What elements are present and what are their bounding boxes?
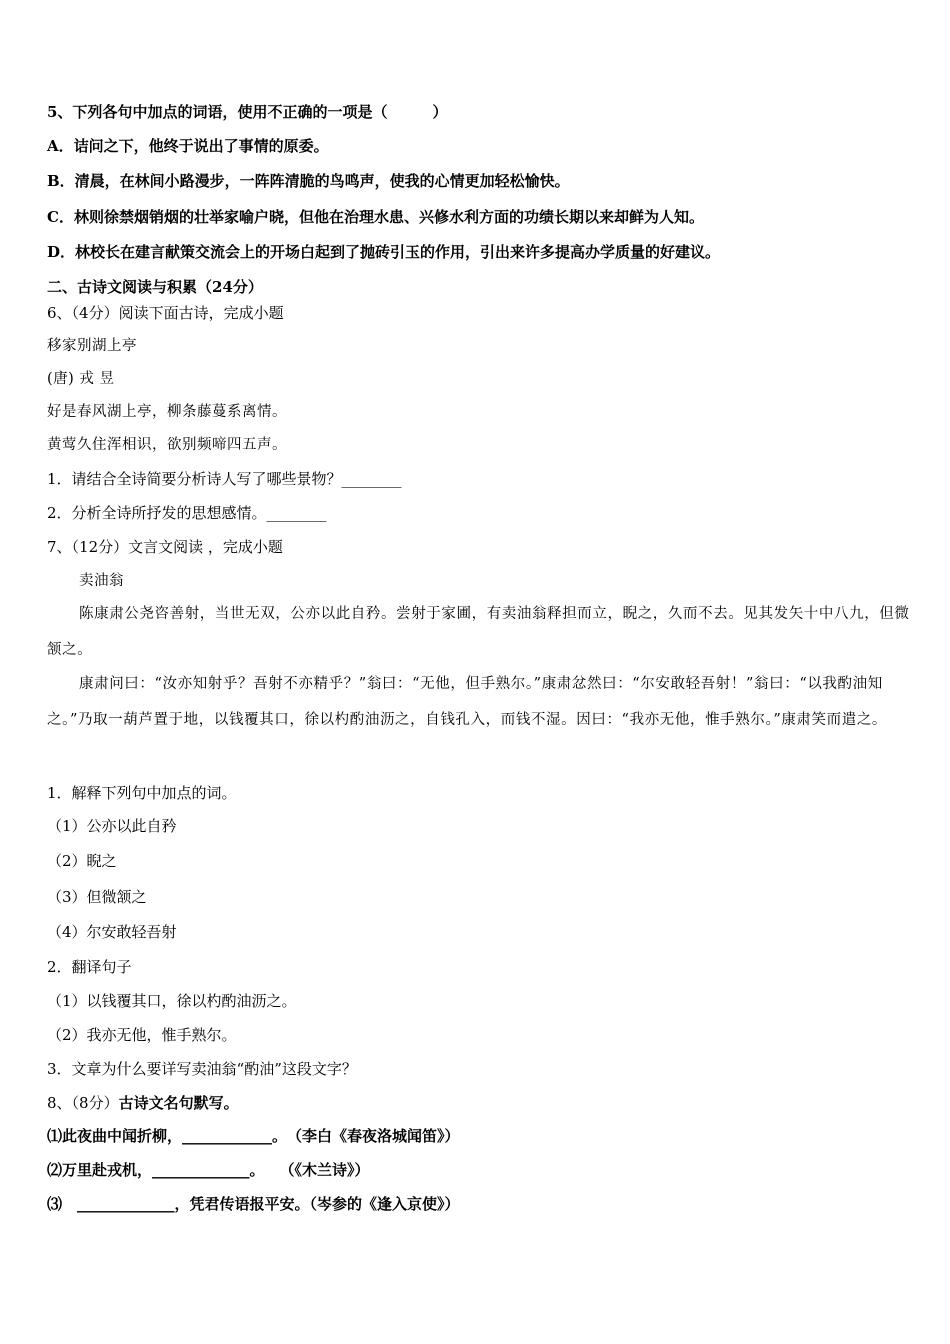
q5-option-c: C．林则徐禁烟销烟的壮举家喻户晓，但他在治理水患、兴修水利方面的功绩长期以来却鲜为人知。 [47,208,704,226]
poem-title: 移家别湖上亭 [47,338,137,354]
poem-author: (唐) 戎 昱 [47,371,115,387]
q5-option-d: D．林校长在建言献策交流会上的开场白起到了抛砖引玉的作用，引出来许多提高办学质量的好建议。 [47,243,721,261]
q7-sub1-item: （2）睨之 [47,852,117,870]
q8-stem: 8、（8分）古诗文名句默写。 [47,1094,239,1112]
q7-sub1-item: （4）尔安敢轻吾射 [47,923,177,941]
q5-option-a: A．诘问之下，他终于说出了事情的原委。 [47,137,329,155]
answer-blank[interactable]: ____________ [182,1127,273,1145]
passage-paragraph-2: 康肃问曰：“汝亦知射乎？吾射不亦精乎？”翁曰：“无他，但手熟尔。”康肃忿然曰：“尔安敢轻吾射！”翁曰：“以我酌油知之。”乃取一葫芦置于地，以钱覆其口，徐以杓酌油沥之，自钱孔入，而钱不湿。因曰：“我亦无他，惟手熟尔。”康肃笑而遣之。 [47,676,888,728]
answer-blank[interactable]: _____________ [152,1161,250,1179]
recitation-item: ⑵万里赴戎机，_____________。 （《木兰诗》） [47,1161,370,1179]
q7-sub2: 2．翻译句子 [47,958,132,976]
poem-line: 黄莺久住浑相识，欲别频啼四五声。 [47,437,287,453]
q7-sub2-item: （1）以钱覆其口，徐以杓酌油沥之。 [47,992,297,1010]
recitation-item: ⑶ _____________，凭君传语报平安。（岑参的《逢入京使》） [47,1195,460,1213]
section-heading: 二、古诗文阅读与积累（24分） [47,278,263,296]
answer-blank[interactable]: _____________ [77,1195,175,1213]
q5-stem: 5、下列各句中加点的词语，使用不正确的一项是（ ） [47,103,448,121]
recitation-item: ⑴此夜曲中闻折柳，____________。 （李白《春夜洛城闻笛》） [47,1127,460,1145]
q6-sub2: 2．分析全诗所抒发的思想感情。________ [47,504,327,522]
passage-paragraph-1: 陈康肃公尧咨善射，当世无双，公亦以此自矜。尝射于家圃，有卖油翁释担而立，睨之，久而不去。见其发矢十中八九，但微颔之。 [47,606,910,658]
q7-sub1-item: （3）但微颔之 [47,888,147,906]
q6-stem: 6、（4分）阅读下面古诗，完成小题 [47,304,284,322]
q7-stem: 7、（12分）文言文阅读 ，完成小题 [47,538,283,556]
q6-sub1: 1．请结合全诗简要分析诗人写了哪些景物？________ [47,470,402,488]
poem-line: 好是春风湖上亭，柳条藤蔓系离情。 [47,404,287,420]
q7-sub3: 3．文章为什么要详写卖油翁“酌油”这段文字？ [47,1060,357,1078]
q7-sub1-item: （1）公亦以此自矜 [47,817,177,835]
q5-option-b: B．清晨，在林间小路漫步，一阵阵清脆的鸟鸣声，使我的心情更加轻松愉快。 [47,172,570,190]
passage-title: 卖油翁 [79,573,124,589]
q7-sub1: 1．解释下列句中加点的词。 [47,784,237,802]
q7-sub2-item: （2）我亦无他，惟手熟尔。 [47,1026,237,1044]
